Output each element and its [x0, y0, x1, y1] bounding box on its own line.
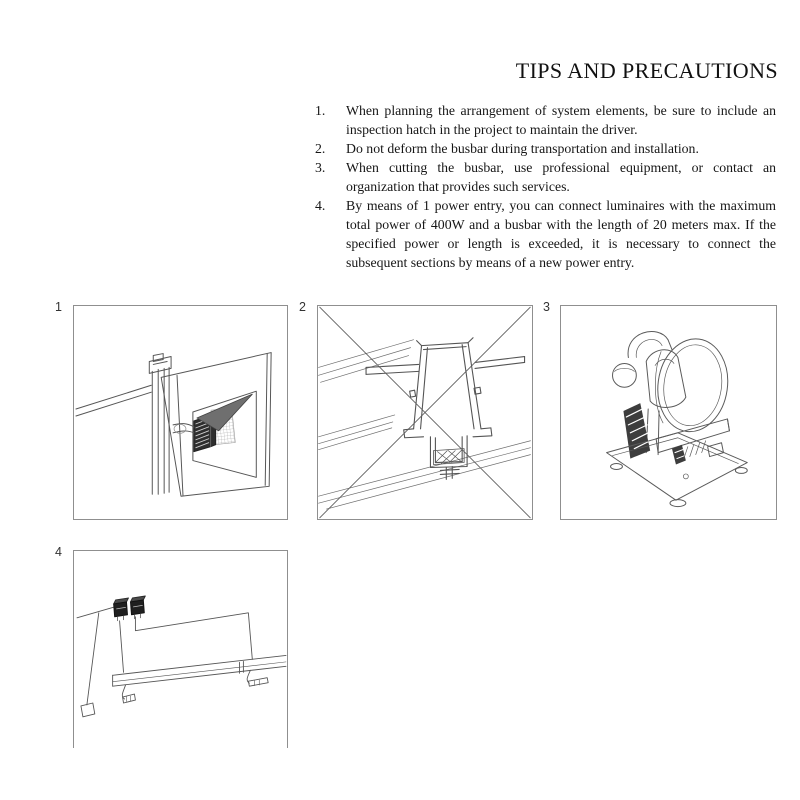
- figure-1-number: 1: [55, 300, 62, 314]
- list-item-number: 2.: [315, 141, 326, 156]
- list-item: [315, 139, 776, 158]
- figure-4-number: 4: [55, 545, 62, 559]
- list-item-number: 3.: [315, 160, 326, 175]
- figure-3-cutting-machine: [560, 305, 777, 520]
- busbar-power-entry-illustration: [74, 551, 287, 748]
- figure-2-number: 2: [299, 300, 306, 314]
- figure-1-inspection-hatch: [73, 305, 288, 520]
- list-item: [315, 196, 776, 272]
- chop-saw-illustration: [561, 306, 776, 519]
- list-item-number: 1.: [315, 103, 326, 118]
- tips-list: [315, 101, 776, 272]
- list-item-text: When cutting the busbar, use professional equipment, or contact an organization that provides such services.: [346, 160, 776, 194]
- inspection-hatch-illustration: [74, 306, 287, 519]
- figure-3-number: 3: [543, 300, 550, 314]
- list-item-text: When planning the arrangement of system elements, be sure to include an inspection hatch in the project to maintain the driver.: [346, 103, 776, 137]
- deformed-busbar-crossed-out-illustration: [318, 306, 532, 519]
- list-item-number: 4.: [315, 198, 326, 213]
- list-item-text: Do not deform the busbar during transportation and installation.: [346, 141, 699, 156]
- list-item: [315, 101, 776, 139]
- list-item: [315, 158, 776, 196]
- figure-4-power-entry-busbar: [73, 550, 288, 748]
- page-title: TIPS AND PRECAUTIONS: [515, 58, 778, 83]
- figure-2-do-not-deform-busbar: [317, 305, 533, 520]
- list-item-text: By means of 1 power entry, you can connect luminaires with the maximum total power of 400W and a busbar with the length of 20 meters max. If the specified power or length is exceeded, it is necessary to connect the subsequent sections by means of a new power entry.: [346, 198, 776, 270]
